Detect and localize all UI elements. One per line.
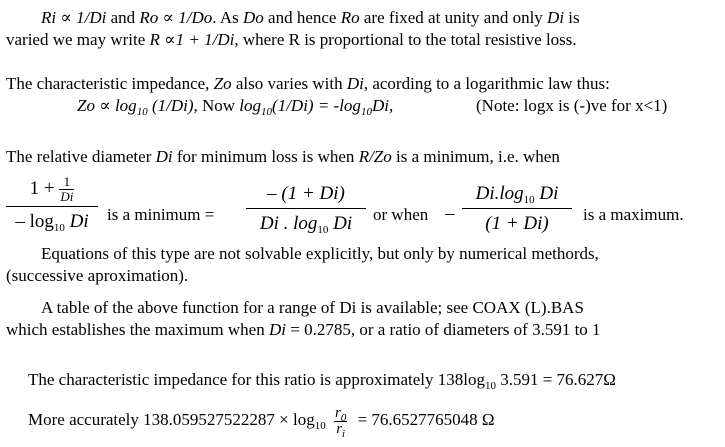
fraction-1-denominator [6,206,98,237]
para5-line1: A table of the above function for a range of Di is available; see COAX (L).BAS [41,298,584,317]
minus-sign: – [445,203,455,224]
text: The characteristic impedance for this ratio is approximately 138log [28,370,485,389]
para6-line1 [28,370,616,390]
log-base: 10 [523,194,535,206]
fraction-3 [462,180,572,239]
text: 1 + [29,178,60,199]
text: 0 [340,411,347,424]
text: 1 [63,174,71,190]
fraction-1-numerator [6,172,98,206]
di-symbol: Di [268,320,286,339]
text: The characteristic impedance, [6,74,214,93]
r-over-zo: R/Zo [358,147,392,166]
text: = 76.6527765048 Ω [357,410,495,429]
para1-line1 [41,8,580,28]
text: Now [197,96,240,115]
log-base: 10 [317,224,329,236]
text: also varies with [231,74,347,93]
text: The relative diameter [6,147,156,166]
text: Di . log [259,213,318,234]
text: Di.log [475,183,524,204]
ro-symbol: Ro [139,8,159,27]
log-base: 10 [53,222,65,234]
text: Di [60,189,74,205]
zo-symbol: Zo [213,74,232,93]
r-proportional-expression: R ∝1 + 1/Di [149,30,235,49]
di-symbol: Di [547,8,565,27]
text: (1 + Di) [485,213,549,234]
di-symbol: Di, [371,96,394,115]
log-identity: (1/Di) = -log [272,96,361,115]
do-symbol: Do [243,8,264,27]
fraction-2-numerator [246,180,366,208]
is-a-minimum-text: is a minimum = [107,205,215,224]
para4-line2: (successive aproximation). [6,266,189,285]
para2-line1 [6,74,610,94]
fraction-3-denominator [462,208,572,239]
log-base: 10 [314,420,326,432]
text: , acording to a logarithmic law thus: [363,74,610,93]
para5-line2 [6,320,601,340]
text: – (1 + Di) [267,183,345,204]
log-base: 10 [261,106,273,118]
zo-log-expression: Zo ∝ log [77,96,137,115]
di-symbol: Di [64,211,89,232]
r0-over-ri [334,404,347,440]
text: are fixed at unity and only [359,8,548,27]
fraction-2-denominator [246,208,366,239]
di-symbol: Di [534,183,559,204]
para4-line1: Equations of this type are not solvable explicitly, but only by numerical methords, [41,244,599,263]
log-base: 10 [360,106,372,118]
fraction-2 [246,180,366,239]
di-symbol: Di [155,147,173,166]
text: and hence [263,8,341,27]
fraction-3-numerator [462,180,572,208]
text: varied we may write [6,30,150,49]
is-a-maximum-text: is a maximum. [583,205,684,224]
text: . As [212,8,244,27]
text: 3.591 = 76.627Ω [495,370,616,389]
text: r [336,420,343,437]
text: , where R is proportional to the total resistive loss. [234,30,577,49]
text: is [564,8,580,27]
di-symbol: Di [346,74,364,93]
para3-line1 [6,147,560,167]
text: – log [15,211,54,232]
log-base: 10 [484,380,496,392]
or-when-text: or when [373,205,429,224]
text: i [342,427,346,440]
ri-proportional: ∝ 1/Di [56,8,107,27]
text: r [334,404,341,421]
text: More accurately 138.059527522287 × log [28,410,315,429]
ro-symbol: Ro [340,8,360,27]
text: is a minimum, i.e. when [391,147,560,166]
log-symbol: log [239,96,262,115]
log-base: 10 [136,106,148,118]
para2-line2 [77,96,393,116]
para6-line2 [28,404,495,440]
di-symbol: Di [328,213,353,234]
ro-proportional: ∝ 1/Do [158,8,213,27]
one-over-di [59,175,74,204]
text: and [106,8,140,27]
text: = 0.2785, or a ratio of diameters of 3.591 to 1 [285,320,601,339]
fraction-1 [6,172,98,237]
text: which establishes the maximum when [6,320,269,339]
note: (Note: logx is (-)ve for x<1) [476,96,668,115]
text: for minimum loss is when [172,147,359,166]
ri-symbol: Ri [41,8,57,27]
para1-line2 [6,30,577,50]
log-argument: (1/Di), [147,96,198,115]
r0 [334,404,347,424]
